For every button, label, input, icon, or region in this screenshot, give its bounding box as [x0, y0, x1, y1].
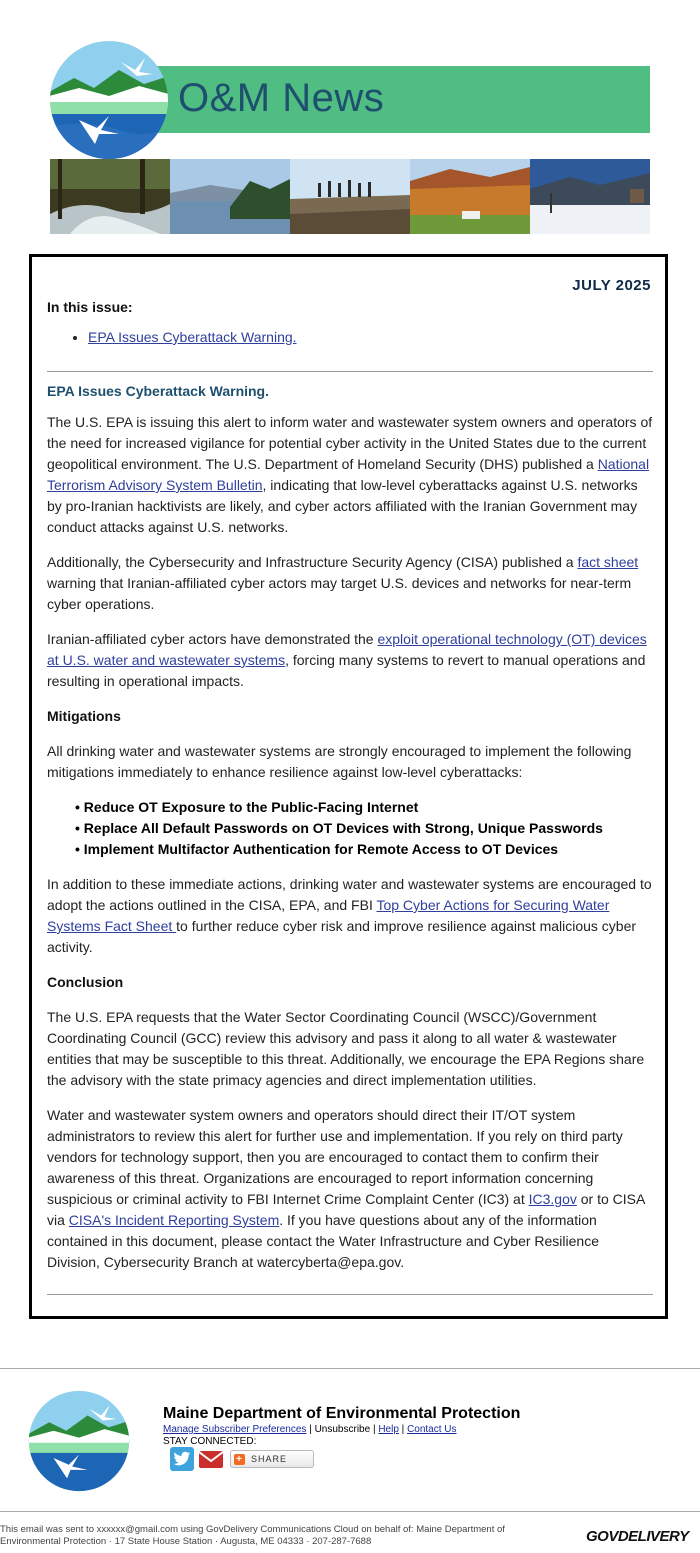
sent-notice: This email was sent to xxxxxx@gmail.com using GovDelivery Communications Cloud on behalf of: Maine Department of Environmental Protection · 17 State House Station · Augusta, ME 04333 · 207-287-7688: [0, 1524, 505, 1547]
forest-stream-photo: [50, 159, 170, 234]
text: or to CISA via: [47, 1191, 645, 1228]
unsubscribe-link[interactable]: Unsubscribe: [314, 1424, 371, 1435]
lake-islands-photo: [170, 159, 290, 234]
list-item: • Reduce OT Exposure to the Public-Facing Internet: [75, 799, 419, 815]
separator: |: [370, 1424, 379, 1435]
text: . If you have questions about any of the information contained in this document, please contact the Water Infrastructure and Cyber Resilience Division, Cybersecurity Branch at watercyberta@epa.gov.: [47, 1212, 599, 1270]
footer-divider: [0, 1511, 700, 1512]
maine-dep-logo-icon: [49, 40, 169, 160]
exploit-ot-link[interactable]: exploit operational technology (OT) devices at U.S. water and wastewater systems: [47, 631, 647, 668]
ntas-bulletin-link[interactable]: National Terrorism Advisory System Bulletin: [47, 456, 650, 493]
photo-strip: [50, 159, 650, 234]
paragraph: All drinking water and wastewater systems are strongly encouraged to implement the following mitigations immediately to enhance resilience against low-level cyberattacks:: [47, 743, 632, 780]
mitigations-list: [47, 797, 655, 860]
text: , indicating that low-level cyberattacks against U.S. networks by pro-Iranian hacktivists are likely, and cyber actors affiliated with the Iranian Government may conduct attacks against U.S. networks.: [47, 477, 638, 535]
manage-preferences-link[interactable]: Manage Subscriber Preferences: [163, 1424, 307, 1435]
social-buttons: [170, 1447, 314, 1471]
newsletter-body: [29, 254, 668, 1319]
cisa-reporting-link[interactable]: CISA's Incident Reporting System: [68, 1212, 280, 1228]
separator: |: [306, 1424, 315, 1435]
list-item: • Implement Multifactor Authentication for Remote Access to OT Devices: [75, 841, 559, 857]
separator: |: [398, 1424, 408, 1435]
newsletter-title: O&M News: [178, 76, 385, 120]
plus-icon: +: [234, 1454, 245, 1465]
issue-date: JULY 2025: [572, 277, 651, 294]
newsletter-header: [0, 0, 700, 245]
top-cyber-actions-link[interactable]: Top Cyber Actions for Securing Water Systems Fact Sheet: [47, 897, 610, 934]
org-name: Maine Department of Environmental Protection: [163, 1405, 521, 1422]
conclusion-heading: Conclusion: [47, 974, 124, 990]
twitter-icon[interactable]: [170, 1447, 194, 1471]
email-icon[interactable]: [198, 1447, 224, 1471]
share-label: SHARE: [251, 1454, 288, 1464]
in-this-issue-label: In this issue:: [47, 299, 133, 315]
paragraph: [47, 412, 655, 538]
paragraph: [47, 874, 655, 958]
fact-sheet-link[interactable]: fact sheet: [577, 554, 639, 570]
govdelivery-logo: GOVDELIVERY: [586, 1528, 689, 1545]
paragraph: [47, 629, 655, 692]
help-link[interactable]: Help: [378, 1424, 399, 1435]
paragraph: The U.S. EPA requests that the Water Sector Coordinating Council (WSCC)/Government Coordinating Council (GCC) review this advisory and pass it along to all water & wastewater entities that may be susceptible to this threat. Additionally, we encourage the EPA Regions share the advisory with the state primacy agencies and direct implementation utilities.: [47, 1009, 645, 1088]
text: In addition to these immediate actions, drinking water and wastewater systems are encouraged to adopt the actions outlined in the CISA, EPA, and FBI: [47, 876, 652, 913]
toc-link-cyberattack[interactable]: EPA Issues Cyberattack Warning.: [88, 329, 297, 345]
paragraph: [47, 552, 655, 615]
footer-divider: [0, 1368, 700, 1369]
table-of-contents: [72, 329, 297, 345]
text: The U.S. EPA is issuing this alert to inform water and wastewater system owners and operators of the need for increased vigilance for potential cyber activity in the United States due to the current geopolitical environment. The U.S. Department of Homeland Security (DHS) published a: [47, 414, 653, 472]
snowy-mountains-photo: [530, 159, 650, 234]
text: to further reduce cyber risk and improve resilience against malicious cyber activity.: [47, 918, 637, 955]
footer-links: [163, 1424, 457, 1435]
share-button[interactable]: [230, 1450, 314, 1468]
stay-connected-label: STAY CONNECTED:: [163, 1436, 257, 1447]
divider: [47, 1294, 653, 1295]
text: Water and wastewater system owners and operators should direct their IT/OT system administrators to review this alert for further use and implementation. If you rely on third party vendors for technology support, then you are encouraged to contact them to confirm their awareness of this threat. Organizations are encouraged to report information concerning suspicious or criminal activity to FBI Internet Crime Complaint Center (IC3) at: [47, 1107, 623, 1207]
hikers-summit-photo: [290, 159, 410, 234]
text: warning that Iranian-affiliated cyber actors may target U.S. devices and networks for near-term cyber operations.: [47, 575, 632, 612]
contact-us-link[interactable]: Contact Us: [407, 1424, 457, 1435]
toc-item: [88, 329, 297, 345]
list-item: • Replace All Default Passwords on OT Devices with Strong, Unique Passwords: [75, 820, 603, 836]
divider: [47, 371, 653, 372]
text: , forcing many systems to revert to manual operations and resulting in operational impacts.: [47, 652, 646, 689]
mitigations-heading: Mitigations: [47, 708, 121, 724]
article: [47, 381, 655, 1287]
autumn-farm-photo: [410, 159, 530, 234]
paragraph: [47, 1105, 655, 1273]
ic3-link[interactable]: IC3.gov: [528, 1191, 577, 1207]
text: Additionally, the Cybersecurity and Infrastructure Security Agency (CISA) published a: [47, 554, 578, 570]
maine-dep-logo-icon: [28, 1390, 130, 1492]
text: Iranian-affiliated cyber actors have demonstrated the: [47, 631, 378, 647]
article-title: EPA Issues Cyberattack Warning.: [47, 383, 269, 399]
